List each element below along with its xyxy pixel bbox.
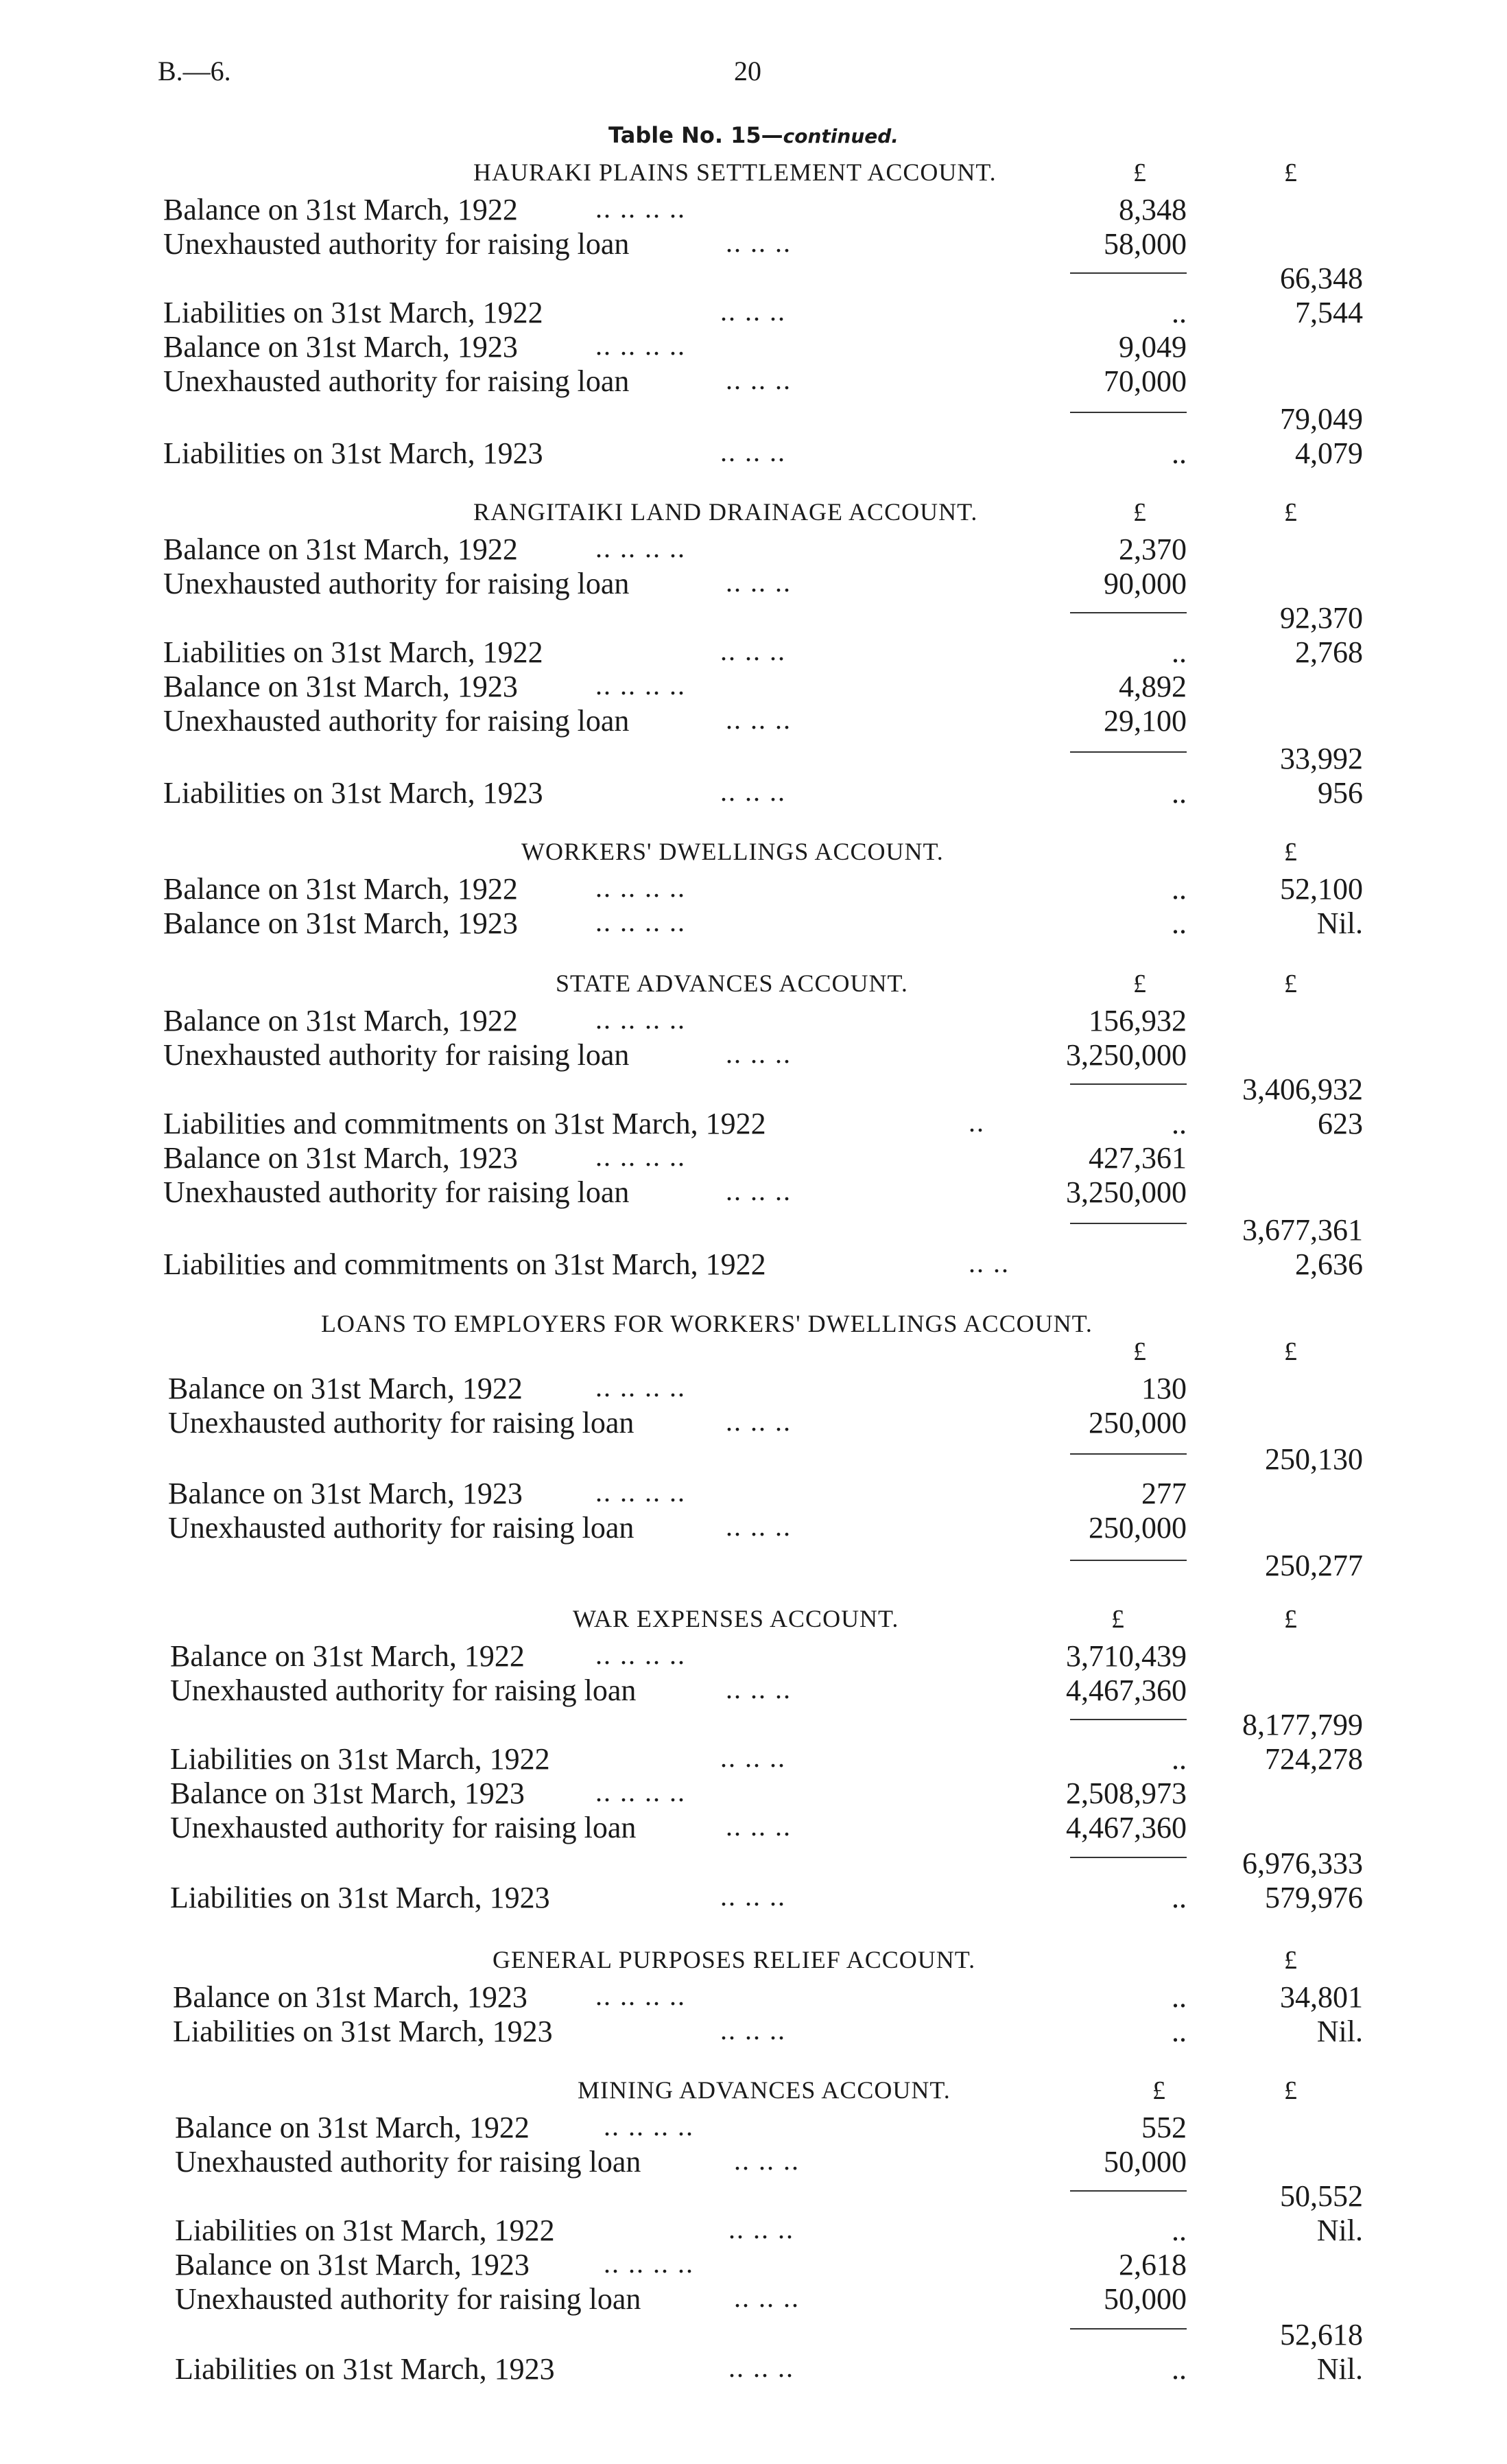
table-row [0, 226, 1507, 261]
amount-col1: 3,710,439 [1066, 1639, 1187, 1673]
table-row [0, 329, 1507, 364]
amount-col1: .. [1172, 1980, 1187, 2014]
leader-dots: .. .. .. [720, 635, 786, 666]
leader-dots: .. .. .. [728, 2352, 794, 2383]
amount-col1: 3,250,000 [1066, 1175, 1187, 1209]
amount-col2: 7,544 [1295, 296, 1363, 329]
currency-col2: £ [1284, 1337, 1297, 1366]
table-row [0, 2213, 1507, 2247]
currency-col2: £ [1284, 2076, 1297, 2105]
currency-col1: £ [1152, 2076, 1165, 2105]
row-label: Balance on 31st March, 1922 [168, 1372, 523, 1405]
leader-dots: .. .. .. [720, 2015, 786, 2045]
currency-col1: £ [1133, 1337, 1146, 1366]
row-label: Balance on 31st March, 1922 [175, 2111, 530, 2144]
table-row [0, 2351, 1507, 2386]
amount-col2: 66,348 [1280, 261, 1363, 295]
table-row [0, 295, 1507, 329]
table-row [0, 2317, 1507, 2351]
table-row [0, 1140, 1507, 1175]
leader-dots: .. [969, 1107, 985, 1138]
section-title: LOANS TO EMPLOYERS FOR WORKERS' DWELLINGS ACCOUNT. [321, 1310, 1093, 1337]
table-row [0, 906, 1507, 940]
amount-col1: 2,370 [1119, 532, 1187, 566]
leader-dots: .. .. [969, 1247, 1010, 1278]
row-label: Balance on 31st March, 1923 [175, 2248, 530, 2281]
amount-col1: .. [1172, 296, 1187, 329]
amount-col2: 6,976,333 [1242, 1846, 1363, 1880]
leader-dots: .. .. .. [734, 2145, 800, 2176]
row-label: Balance on 31st March, 1923 [163, 330, 518, 364]
row-label: Balance on 31st March, 1923 [170, 1776, 525, 1810]
amount-col1: 8,348 [1119, 193, 1187, 226]
amount-col2: 724,278 [1265, 1742, 1363, 1776]
table-row [0, 1880, 1507, 1914]
row-label: Unexhausted authority for raising loan [163, 227, 630, 261]
amount-col1: 70,000 [1104, 364, 1187, 398]
amount-col2: 2,636 [1295, 1247, 1363, 1281]
table-row [0, 1776, 1507, 1810]
leader-dots: .. .. .. [726, 1511, 792, 1542]
table-row [0, 1003, 1507, 1037]
amount-col1: 90,000 [1104, 567, 1187, 600]
table-title-text: Table No. 15— [608, 122, 783, 148]
currency-col1: £ [1111, 1605, 1124, 1634]
table-title-continued: continued. [783, 125, 899, 148]
leader-dots: .. .. .. .. [595, 1141, 686, 1172]
amount-col1: 4,467,360 [1066, 1674, 1187, 1707]
row-label: Unexhausted authority for raising loan [163, 567, 630, 600]
table-row [0, 1247, 1507, 1281]
currency-col2: £ [1284, 159, 1297, 187]
table-row [0, 2247, 1507, 2281]
table-row [0, 566, 1507, 600]
section-title: HAURAKI PLAINS SETTLEMENT ACCOUNT. [473, 159, 997, 186]
leader-dots: .. .. .. .. [595, 670, 686, 701]
row-label: Balance on 31st March, 1923 [163, 670, 518, 703]
currency-col2: £ [1284, 498, 1297, 527]
table-row [0, 401, 1507, 436]
amount-col2: Nil. [1316, 906, 1363, 940]
table-row [0, 364, 1507, 398]
table-row [0, 1673, 1507, 1707]
currency-col2: £ [1284, 838, 1297, 867]
amount-col1: 3,250,000 [1066, 1038, 1187, 1072]
table-row [0, 1175, 1507, 1209]
amount-col1: .. [1172, 1107, 1187, 1140]
table-row [0, 1548, 1507, 1582]
section-title: GENERAL PURPOSES RELIEF ACCOUNT. [493, 1946, 976, 1973]
page-number: 20 [734, 56, 761, 86]
leader-dots: .. .. .. .. [595, 1639, 686, 1670]
amount-col1: 50,000 [1104, 2145, 1187, 2179]
amount-col1: .. [1172, 2352, 1187, 2386]
table-row [0, 1405, 1507, 1440]
table-row [0, 2144, 1507, 2179]
row-label: Liabilities on 31st March, 1923 [163, 776, 543, 810]
table-row [0, 775, 1507, 810]
amount-col2: 579,976 [1265, 1881, 1363, 1914]
table-row [0, 2179, 1507, 2213]
amount-col2: Nil. [1316, 2214, 1363, 2247]
section-title: RANGITAIKI LAND DRAINAGE ACCOUNT. [473, 498, 978, 526]
table-row [0, 1442, 1507, 1476]
amount-col1: 9,049 [1119, 330, 1187, 364]
amount-col2: 34,801 [1280, 1980, 1363, 2014]
page-header [158, 55, 1461, 96]
amount-col2: 52,100 [1280, 872, 1363, 906]
leader-dots: .. .. .. .. [595, 1980, 686, 2011]
amount-col2: 956 [1318, 776, 1363, 810]
amount-col1: 2,618 [1119, 2248, 1187, 2281]
section-title: MINING ADVANCES ACCOUNT. [578, 2076, 951, 2104]
row-label: Balance on 31st March, 1923 [173, 1980, 527, 2014]
row-label: Unexhausted authority for raising loan [163, 1175, 630, 1209]
leader-dots: .. .. .. .. [595, 330, 686, 361]
amount-col2: 250,277 [1265, 1549, 1363, 1582]
amount-col1: 427,361 [1089, 1141, 1187, 1175]
row-label: Balance on 31st March, 1922 [163, 193, 518, 226]
leader-dots: .. .. .. .. [604, 2248, 694, 2279]
amount-col1: 130 [1141, 1372, 1187, 1405]
amount-col1: 4,892 [1119, 670, 1187, 703]
amount-col1: 552 [1141, 2111, 1187, 2144]
row-label: Balance on 31st March, 1922 [163, 872, 518, 906]
row-label: Liabilities and commitments on 31st March, 1922 [163, 1107, 766, 1140]
amount-col2: 79,049 [1280, 402, 1363, 436]
leader-dots: .. .. .. [726, 364, 792, 395]
table-row [0, 871, 1507, 906]
row-label: Balance on 31st March, 1923 [163, 906, 518, 940]
table-title [0, 122, 1507, 148]
leader-dots: .. .. .. [720, 776, 786, 807]
row-label: Balance on 31st March, 1923 [163, 1141, 518, 1175]
row-label: Unexhausted authority for raising loan [175, 2145, 641, 2179]
amount-col2: 4,079 [1295, 436, 1363, 470]
leader-dots: .. .. .. [726, 227, 792, 258]
table-row [0, 2014, 1507, 2048]
row-label: Liabilities on 31st March, 1922 [170, 1742, 550, 1776]
row-label: Liabilities on 31st March, 1923 [173, 2015, 553, 2048]
leader-dots: .. .. .. [720, 1881, 786, 1912]
table-row [0, 261, 1507, 295]
currency-col1: £ [1133, 498, 1146, 527]
amount-col1: 277 [1141, 1477, 1187, 1510]
row-label: Unexhausted authority for raising loan [163, 364, 630, 398]
leader-dots: .. .. .. [720, 436, 786, 467]
currency-col1: £ [1133, 159, 1146, 187]
row-label: Balance on 31st March, 1922 [163, 1004, 518, 1037]
table-row [0, 1707, 1507, 1741]
leader-dots: .. .. .. [726, 1674, 792, 1704]
amount-col1: .. [1172, 776, 1187, 810]
leader-dots: .. .. .. [726, 567, 792, 598]
currency-col1: £ [1133, 970, 1146, 998]
row-label: Liabilities on 31st March, 1922 [163, 635, 543, 669]
amount-col1: .. [1172, 1742, 1187, 1776]
table-row [0, 1371, 1507, 1405]
row-label: Unexhausted authority for raising loan [168, 1511, 634, 1545]
leader-dots: .. .. .. [720, 1742, 786, 1773]
table-row [0, 1037, 1507, 1072]
table-row [0, 192, 1507, 226]
row-label: Unexhausted authority for raising loan [170, 1811, 637, 1844]
leader-dots: .. .. .. .. [595, 906, 686, 937]
leader-dots: .. .. .. .. [604, 2111, 694, 2142]
amount-col1: .. [1172, 872, 1187, 906]
amount-col2: 250,130 [1265, 1442, 1363, 1476]
leader-dots: .. .. .. .. [595, 1776, 686, 1807]
amount-col1: 2,508,973 [1066, 1776, 1187, 1810]
row-label: Liabilities on 31st March, 1923 [163, 436, 543, 470]
table-row [0, 1510, 1507, 1545]
table-row [0, 669, 1507, 703]
leader-dots: .. .. .. [726, 1811, 792, 1842]
table-row [0, 1639, 1507, 1673]
row-label: Liabilities on 31st March, 1923 [170, 1881, 550, 1914]
table-row [0, 1810, 1507, 1844]
leader-dots: .. .. .. [726, 1038, 792, 1069]
amount-col1: 4,467,360 [1066, 1811, 1187, 1844]
section-title: STATE ADVANCES ACCOUNT. [556, 970, 908, 997]
table-row [0, 1846, 1507, 1880]
amount-col1: .. [1172, 436, 1187, 470]
amount-col2: 3,406,932 [1242, 1072, 1363, 1106]
amount-col1: 250,000 [1089, 1511, 1187, 1545]
currency-col2: £ [1284, 1946, 1297, 1975]
leader-dots: .. .. .. .. [595, 532, 686, 563]
amount-col1: 156,932 [1089, 1004, 1187, 1037]
leader-dots: .. .. .. .. [595, 1372, 686, 1403]
table-row [0, 741, 1507, 775]
amount-col1: .. [1172, 2015, 1187, 2048]
row-label: Unexhausted authority for raising loan [175, 2282, 641, 2316]
table-row [0, 2110, 1507, 2144]
leader-dots: .. .. .. .. [595, 872, 686, 903]
row-label: Liabilities on 31st March, 1923 [175, 2352, 555, 2386]
amount-col1: 250,000 [1089, 1406, 1187, 1440]
leader-dots: .. .. .. .. [595, 193, 686, 224]
section-title: WAR EXPENSES ACCOUNT. [573, 1605, 899, 1632]
currency-col2: £ [1284, 1605, 1297, 1634]
amount-col1: .. [1172, 1881, 1187, 1914]
row-label: Balance on 31st March, 1923 [168, 1477, 523, 1510]
leader-dots: .. .. .. [726, 1175, 792, 1206]
row-label: Unexhausted authority for raising loan [170, 1674, 637, 1707]
row-label: Unexhausted authority for raising loan [163, 1038, 630, 1072]
amount-col2: 8,177,799 [1242, 1708, 1363, 1741]
table-row [0, 1476, 1507, 1510]
amount-col1: 29,100 [1104, 704, 1187, 738]
table-row [0, 2281, 1507, 2316]
amount-col2: 52,618 [1280, 2318, 1363, 2351]
row-label: Liabilities on 31st March, 1922 [175, 2214, 555, 2247]
table-row [0, 1980, 1507, 2014]
amount-col2: 2,768 [1295, 635, 1363, 669]
leader-dots: .. .. .. [720, 296, 786, 327]
amount-col1: .. [1172, 2214, 1187, 2247]
section-title: WORKERS' DWELLINGS ACCOUNT. [521, 838, 944, 865]
table-row [0, 600, 1507, 635]
row-label: Balance on 31st March, 1922 [163, 532, 518, 566]
table-row [0, 1072, 1507, 1106]
row-label: Liabilities on 31st March, 1922 [163, 296, 543, 329]
amount-col1: .. [1172, 635, 1187, 669]
table-row [0, 635, 1507, 669]
amount-col1: .. [1172, 906, 1187, 940]
row-label: Balance on 31st March, 1922 [170, 1639, 525, 1673]
amount-col2: 50,552 [1280, 2179, 1363, 2213]
currency-col2: £ [1284, 970, 1297, 998]
table-row [0, 436, 1507, 470]
leader-dots: .. .. .. .. [595, 1004, 686, 1035]
leader-dots: .. .. .. [726, 704, 792, 735]
amount-col2: 92,370 [1280, 601, 1363, 635]
table-row [0, 1212, 1507, 1247]
leader-dots: .. .. .. .. [595, 1477, 686, 1507]
amount-col2: Nil. [1316, 2352, 1363, 2386]
table-row [0, 703, 1507, 738]
amount-col1: 58,000 [1104, 227, 1187, 261]
leader-dots: .. .. .. [734, 2282, 800, 2313]
amount-col2: 623 [1318, 1107, 1363, 1140]
amount-col2: 3,677,361 [1242, 1213, 1363, 1247]
row-label: Unexhausted authority for raising loan [163, 704, 630, 738]
amount-col2: 33,992 [1280, 742, 1363, 775]
table-row [0, 1741, 1507, 1776]
amount-col2: Nil. [1316, 2015, 1363, 2048]
table-row [0, 532, 1507, 566]
row-label: Liabilities and commitments on 31st March, 1922 [163, 1247, 766, 1281]
row-label: Unexhausted authority for raising loan [168, 1406, 634, 1440]
leader-dots: .. .. .. [726, 1406, 792, 1437]
amount-col1: 50,000 [1104, 2282, 1187, 2316]
leader-dots: .. .. .. [728, 2214, 794, 2244]
report-reference: B.—6. [158, 56, 231, 86]
table-row [0, 1106, 1507, 1140]
